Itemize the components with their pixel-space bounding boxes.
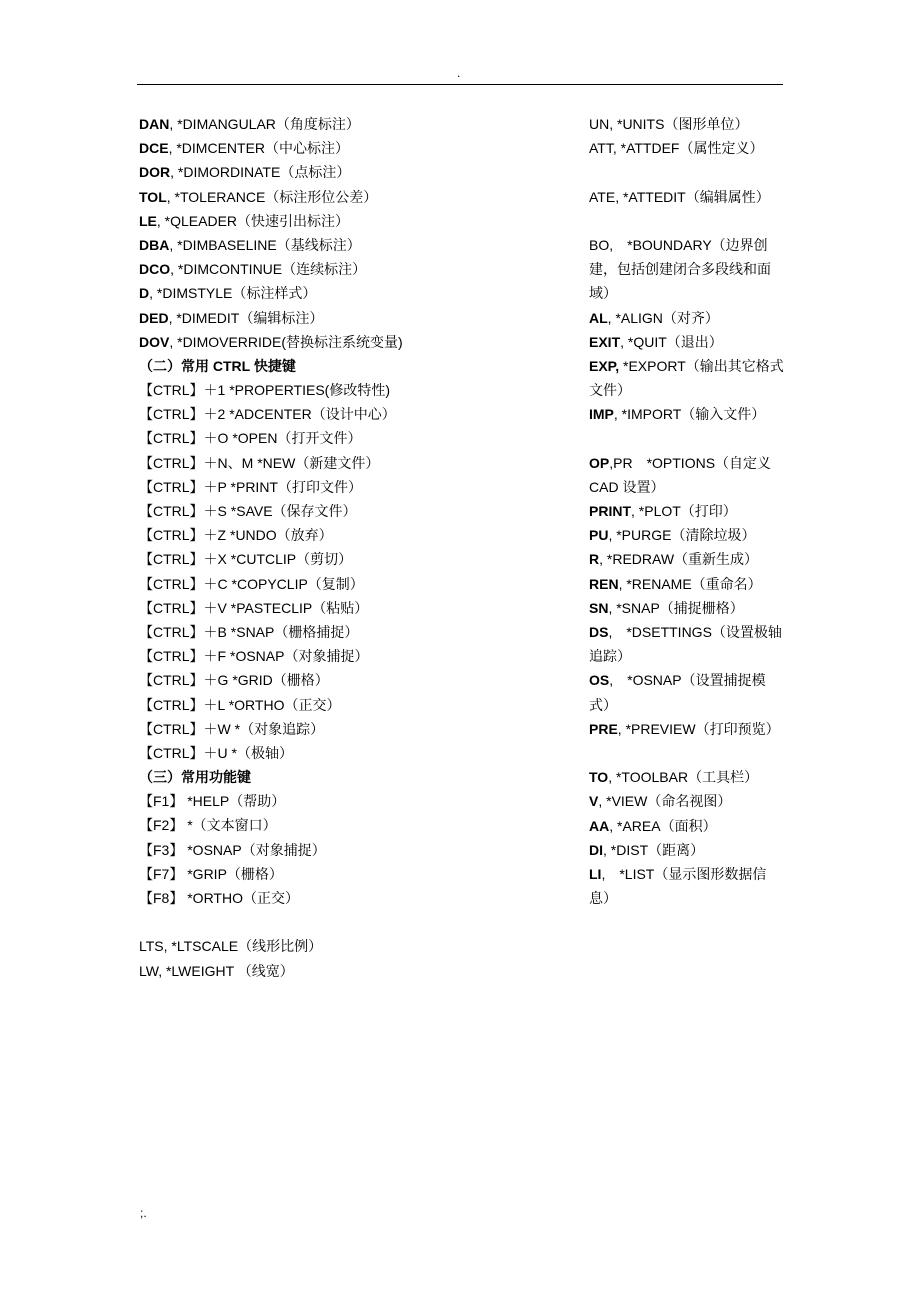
ctrl-shortcut: 【CTRL】＋2 *ADCENTER（设计中心）	[139, 406, 396, 423]
command-line	[589, 717, 784, 741]
command-line	[139, 209, 559, 233]
footer-mark: ;.	[140, 1206, 147, 1220]
command-alias: DAN	[139, 116, 170, 132]
command-desc: , *OSNAP（设置捕捉模式）	[589, 672, 766, 713]
left-column	[139, 112, 559, 983]
command-line	[589, 330, 784, 354]
section-heading-ctrl: （二）常用 CTRL 快捷键	[139, 357, 296, 374]
ctrl-shortcut: 【CTRL】＋V *PASTECLIP（粘贴）	[139, 599, 369, 616]
command-line: BO, *BOUNDARY（边界创建，包括创建闭合多段线和面域）	[589, 236, 771, 302]
spacer	[589, 741, 784, 765]
ctrl-shortcut: 【CTRL】＋U *（极轴）	[139, 744, 294, 761]
command-desc: , *PURGE（清除垃圾）	[608, 527, 756, 544]
ctrl-shortcut: 【CTRL】＋Z *UNDO（放弃）	[139, 527, 333, 544]
ctrl-shortcut: 【CTRL】＋F *OSNAP（对象捕捉）	[139, 648, 369, 665]
command-line	[589, 523, 784, 547]
spacer	[589, 160, 784, 184]
ctrl-shortcut: 【CTRL】＋S *SAVE（保存文件）	[139, 503, 357, 519]
command-desc: , *DIMSTYLE（标注样式）	[149, 285, 317, 302]
command-alias: REN	[589, 575, 619, 592]
right-column	[589, 112, 784, 910]
command-alias: OP	[589, 454, 610, 471]
command-line	[589, 789, 784, 813]
command-line	[589, 306, 784, 330]
command-alias: PRINT	[589, 503, 631, 520]
command-line	[589, 765, 784, 789]
ctrl-shortcut: 【CTRL】＋W *（对象追踪）	[139, 720, 325, 737]
command-line	[589, 814, 784, 838]
command-alias: PU	[589, 527, 609, 544]
command-alias: OS	[589, 672, 610, 689]
command-desc: , *DIMEDIT（编辑标注）	[168, 309, 324, 326]
header-rule	[137, 84, 783, 85]
command-desc: , *RENAME（重命名）	[618, 575, 762, 592]
command-desc: ,PR *OPTIONS（自定义 CAD 设置）	[589, 454, 772, 495]
command-line	[589, 862, 784, 910]
command-line	[139, 257, 559, 281]
command-alias: DED	[139, 309, 169, 326]
command-line	[589, 596, 784, 620]
ctrl-shortcut: 【CTRL】＋1 *PROPERTIES(修改特性)	[139, 382, 390, 399]
command-alias: AL	[589, 309, 608, 326]
ctrl-shortcut: 【CTRL】＋G *GRID（栅格）	[139, 672, 329, 689]
command-desc: , *REDRAW（重新生成）	[599, 551, 759, 568]
command-alias: EXIT	[589, 333, 621, 350]
command-line	[139, 306, 559, 330]
command-alias: PRE	[589, 720, 618, 737]
command-alias: DI	[589, 841, 603, 858]
function-key: 【F2】 *（文本窗口）	[139, 817, 277, 834]
ctrl-shortcut: 【CTRL】＋X *CUTCLIP（剪切）	[139, 551, 353, 568]
command-line	[589, 620, 784, 668]
command-desc: , *PREVIEW（打印预览）	[617, 720, 780, 737]
function-key: 【F7】 *GRIP（栅格）	[139, 865, 283, 882]
command-desc: , *DIMOVERRIDE(替换标注系统变量)	[169, 333, 403, 350]
command-alias: DOV	[139, 333, 170, 350]
spacer	[589, 209, 784, 233]
command-alias: V	[589, 793, 599, 810]
command-line: ATE, *ATTEDIT（编辑属性）	[589, 188, 770, 205]
command-line: LW, *LWEIGHT （线宽）	[139, 962, 294, 979]
command-desc: , *VIEW（命名视图）	[598, 793, 732, 810]
command-line: UN, *UNITS（图形单位）	[589, 116, 749, 132]
command-line	[139, 233, 559, 257]
command-line	[589, 354, 784, 402]
command-desc: , *ALIGN（对齐）	[607, 309, 719, 326]
function-key: 【F1】 *HELP（帮助）	[139, 793, 286, 810]
command-alias: DBA	[139, 236, 170, 253]
command-desc: , *AREA（面积）	[609, 817, 717, 834]
section-heading-function-keys: （三）常用功能键	[139, 769, 251, 786]
command-desc: , *TOOLBAR（工具栏）	[608, 769, 759, 786]
ctrl-shortcut: 【CTRL】＋N、M *NEW（新建文件）	[139, 454, 380, 471]
command-alias: LE	[139, 212, 157, 229]
command-alias: IMP	[589, 406, 614, 423]
command-line	[589, 838, 784, 862]
command-line	[139, 136, 559, 160]
command-desc: , *TOLERANCE（标注形位公差）	[166, 188, 378, 205]
ctrl-shortcut: 【CTRL】＋C *COPYCLIP（复制）	[139, 575, 364, 592]
ctrl-shortcut: 【CTRL】＋L *ORTHO（正交）	[139, 696, 341, 713]
command-desc: , *DIMCONTINUE（连续标注）	[170, 261, 367, 278]
command-alias: AA	[589, 817, 610, 834]
command-line	[589, 668, 784, 716]
command-alias: DOR	[139, 164, 171, 181]
command-desc: , *DSETTINGS（设置极轴追踪）	[589, 624, 782, 665]
command-line	[139, 160, 559, 184]
ctrl-shortcut: 【CTRL】＋O *OPEN（打开文件）	[139, 430, 362, 447]
command-alias: EXP,	[589, 357, 620, 374]
command-alias: TO	[589, 769, 609, 786]
command-desc: , *PLOT（打印）	[631, 503, 737, 520]
command-alias: R	[589, 551, 600, 568]
command-alias: D	[139, 285, 150, 302]
command-line: LTS, *LTSCALE（线形比例）	[139, 938, 323, 955]
ctrl-shortcut: 【CTRL】＋B *SNAP（栅格捕捉）	[139, 623, 359, 640]
command-line	[589, 451, 784, 499]
command-desc: , *DIMBASELINE（基线标注）	[169, 236, 361, 253]
spacer	[589, 427, 784, 451]
command-line	[139, 112, 559, 136]
command-line	[589, 499, 784, 523]
header-dot: .	[457, 66, 461, 80]
command-line	[139, 281, 559, 305]
command-desc: *EXPORT（输出其它格式文件）	[589, 357, 784, 399]
command-line	[589, 402, 784, 426]
command-desc: , *QUIT（退出）	[620, 333, 723, 350]
function-key: 【F3】 *OSNAP（对象捕捉）	[139, 841, 326, 858]
command-desc: , *IMPORT（输入文件）	[613, 406, 766, 423]
command-desc: , *DIST（距离）	[603, 841, 705, 858]
command-alias: DS	[589, 624, 609, 641]
command-desc: , *SNAP（捕捉栅格）	[608, 599, 744, 616]
command-desc: , *DIMORDINATE（点标注）	[170, 164, 351, 181]
command-line	[589, 572, 784, 596]
command-desc: , *DIMANGULAR（角度标注）	[169, 116, 360, 132]
command-desc: , *QLEADER（快速引出标注）	[156, 212, 350, 229]
function-key: 【F8】 *ORTHO（正交）	[139, 890, 299, 906]
command-alias: LI	[589, 865, 602, 882]
command-alias: DCE	[139, 140, 169, 157]
command-alias: TOL	[139, 188, 167, 205]
spacer	[139, 910, 559, 934]
command-desc: , *DIMCENTER（中心标注）	[168, 140, 350, 157]
ctrl-shortcut: 【CTRL】＋P *PRINT（打印文件）	[139, 478, 362, 495]
command-line: ATT, *ATTDEF（属性定义）	[589, 140, 764, 157]
command-line	[589, 547, 784, 571]
command-desc: , *LIST（显示图形数据信息）	[589, 865, 767, 907]
command-line	[139, 330, 559, 354]
command-line	[139, 185, 559, 209]
command-alias: DCO	[139, 261, 171, 278]
command-alias: SN	[589, 599, 609, 616]
